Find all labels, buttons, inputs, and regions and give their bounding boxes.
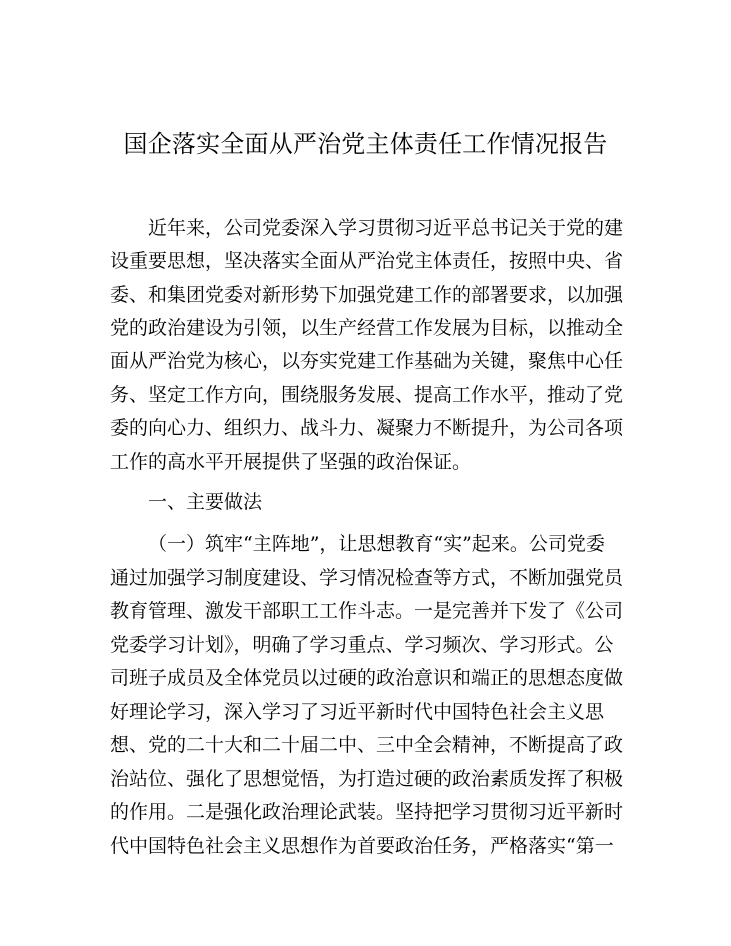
paragraph-line: 想、党的二十大和二十届二中、三中全会精神，不断提高了政 xyxy=(110,734,624,756)
paragraph-line: 近年来，公司党委深入学习贯彻习近平总书记关于党的建 xyxy=(148,217,624,239)
paragraph-line: 务、坚定工作方向，围绕服务发展、提高工作水平，推动了党 xyxy=(110,384,624,406)
section-heading: 一、主要做法 xyxy=(148,491,263,513)
paragraph-line: 党的政治建设为引领，以生产经营工作发展为目标，以推动全 xyxy=(110,317,624,339)
paragraph-line: 司班子成员及全体党员以过硬的政治意识和端正的思想态度做 xyxy=(110,667,624,689)
paragraph-line: 党委学习计划》，明确了学习重点、学习频次、学习形式。公 xyxy=(110,634,614,656)
paragraph-line: （一）筑牢“主阵地”，让思想教育“实”起来。公司党委 xyxy=(148,533,605,555)
document-title: 国企落实全面从严治党主体责任工作情况报告 xyxy=(123,130,608,158)
paragraph-line: 治站位、强化了思想觉悟，为打造过硬的政治素质发挥了积极 xyxy=(110,768,624,790)
paragraph-line: 代中国特色社会主义思想作为首要政治任务，严格落实“第一 xyxy=(110,835,614,857)
paragraph-line: 工作的高水平开展提供了坚强的政治保证。 xyxy=(110,451,472,473)
paragraph-line: 委、和集团党委对新形势下加强党建工作的部署要求，以加强 xyxy=(110,284,624,306)
paragraph-line: 教育管理、激发干部职工工作斗志。一是完善并下发了《公司 xyxy=(110,600,624,622)
paragraph-line: 的作用。二是强化政治理论武装。坚持把学习贯彻习近平新时 xyxy=(110,801,624,823)
paragraph-line: 面从严治党为核心，以夯实党建工作基础为关键，聚焦中心任 xyxy=(110,350,624,372)
paragraph-line: 通过加强学习制度建设、学习情况检查等方式，不断加强党员 xyxy=(110,567,624,589)
paragraph-line: 委的向心力、组织力、战斗力、凝聚力不断提升，为公司各项 xyxy=(110,417,624,439)
paragraph-line: 设重要思想，坚决落实全面从严治党主体责任，按照中央、省 xyxy=(110,250,624,272)
paragraph-line: 好理论学习，深入学习了习近平新时代中国特色社会主义思 xyxy=(110,701,605,723)
